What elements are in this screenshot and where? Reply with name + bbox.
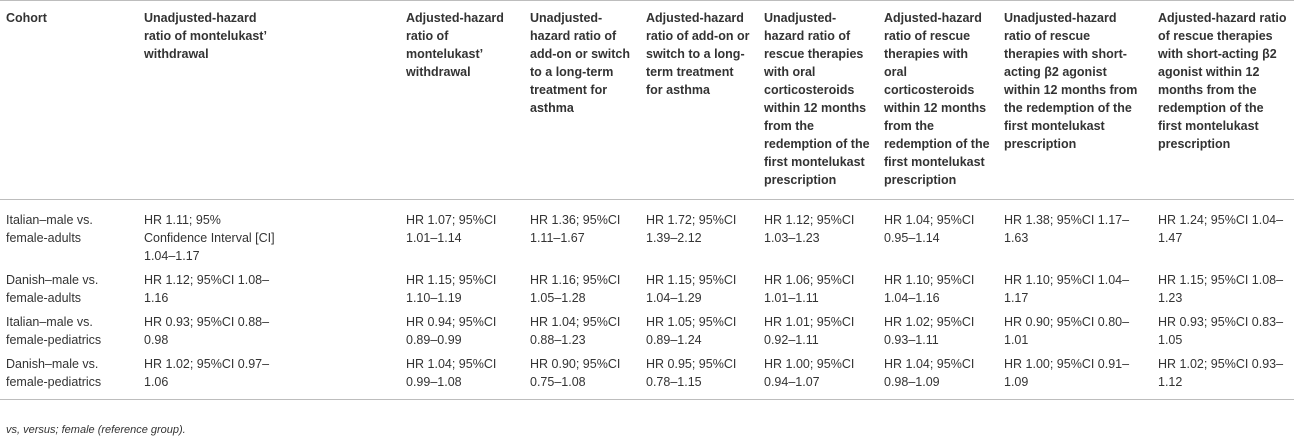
table-cell: [282, 349, 400, 400]
table-cell: HR 1.15; 95%CI 1.04–1.29: [646, 273, 737, 305]
column-header: Unadjusted-hazard ratio of rescue therapies with oral corticosteroids within 12 months from the redemption of the first montelukast prescription: [758, 1, 878, 200]
table-cell: HR 1.01; 95%CI 0.92–1.11: [764, 315, 855, 347]
table-cell: HR 1.72; 95%CI 1.39–2.12: [646, 213, 737, 245]
table-cell: HR 0.93; 95%CI 0.83–1.05: [1158, 315, 1284, 347]
table-cell: HR 1.10; 95%CI 1.04–1.17: [1004, 273, 1130, 305]
table-cell: [282, 265, 400, 307]
column-header: Unadjusted-hazard ratio of rescue therapies with short-acting β2 agonist within 12 months from the redemption of the first montelukast prescription: [998, 1, 1152, 200]
table-cell: HR 1.11; 95% Confidence Interval [CI] 1.04–1.17: [144, 213, 275, 263]
table-cell: HR 1.07; 95%CI 1.01–1.14: [406, 213, 497, 245]
table-cell: [282, 200, 400, 266]
table-cell: HR 0.95; 95%CI 0.78–1.15: [640, 349, 758, 400]
column-header: Unadjusted-hazard ratio of add-on or switch to a long-term treatment for asthma: [524, 1, 640, 200]
column-header: Cohort: [0, 1, 138, 200]
table-cell: HR 1.02; 95%CI 0.93–1.11: [884, 315, 975, 347]
table-cell: HR 1.16; 95%CI 1.05–1.28: [530, 273, 621, 305]
cohort-cell: Italian–male vs. female-adults: [6, 213, 93, 245]
table-cell: HR 0.94; 95%CI 0.89–0.99: [406, 315, 497, 347]
table-cell: HR 1.15; 95%CI 1.08–1.23: [1158, 273, 1284, 305]
table-cell: HR 1.10; 95%CI 1.04–1.16: [884, 273, 975, 305]
table-cell: HR 1.12; 95%CI 1.03–1.23: [764, 213, 855, 245]
table-cell: HR 1.36; 95%CI 1.11–1.67: [530, 213, 621, 245]
table-cell: HR 0.93; 95%CI 0.88–0.98: [144, 315, 270, 347]
table-cell: HR 1.04; 95%CI 0.99–1.08: [400, 349, 524, 400]
column-header: Adjusted-hazard ratio of rescue therapies with short-acting β2 agonist within 12 months from the redemption of the first montelukast prescription: [1152, 1, 1294, 200]
table-row: [0, 307, 1294, 349]
table-row: [0, 265, 1294, 307]
table-cell: HR 1.38; 95%CI 1.17–1.63: [1004, 213, 1130, 245]
table-cell: HR 1.00; 95%CI 0.91–1.09: [998, 349, 1152, 400]
column-header: Unadjusted-hazard ratio of montelukast’ withdrawal: [138, 1, 282, 200]
column-header: Adjusted-hazard ratio of montelukast’ withdrawal: [400, 1, 524, 200]
table-row: [0, 349, 1294, 400]
table-cell: HR 1.12; 95%CI 1.08–1.16: [144, 273, 270, 305]
table-cell: HR 1.15; 95%CI 1.10–1.19: [406, 273, 497, 305]
table-cell: [282, 307, 400, 349]
cohort-cell: Danish–male vs. female-adults: [6, 273, 99, 305]
cohort-cell: Italian–male vs. female-pediatrics: [6, 315, 102, 347]
table-cell: HR 0.90; 95%CI 0.75–1.08: [524, 349, 640, 400]
table-cell: HR 1.02; 95%CI 0.97–1.06: [138, 349, 282, 400]
cohort-cell: Danish–male vs. female-pediatrics: [0, 349, 138, 400]
table-cell: HR 1.02; 95%CI 0.93–1.12: [1152, 349, 1294, 400]
table-cell: HR 1.04; 95%CI 0.88–1.23: [530, 315, 621, 347]
table-row: [0, 200, 1294, 266]
table-cell: HR 0.90; 95%CI 0.80–1.01: [1004, 315, 1130, 347]
column-header: Adjusted-hazard ratio of rescue therapies with oral corticosteroids within 12 months from the redemption of the first montelukast prescription: [878, 1, 998, 200]
table-footnote: vs, versus; female (reference group).: [6, 424, 186, 436]
table-cell: HR 1.04; 95%CI 0.95–1.14: [884, 213, 975, 245]
table-cell: HR 1.04; 95%CI 0.98–1.09: [878, 349, 998, 400]
column-header: [282, 1, 400, 200]
table-cell: HR 1.00; 95%CI 0.94–1.07: [758, 349, 878, 400]
table-cell: HR 1.06; 95%CI 1.01–1.11: [764, 273, 855, 305]
table-cell: HR 1.05; 95%CI 0.89–1.24: [646, 315, 737, 347]
column-header: Adjusted-hazard ratio of add-on or switch to a long-term treatment for asthma: [640, 1, 758, 200]
table-cell: HR 1.24; 95%CI 1.04–1.47: [1158, 213, 1284, 245]
header-row: [0, 1, 1294, 200]
